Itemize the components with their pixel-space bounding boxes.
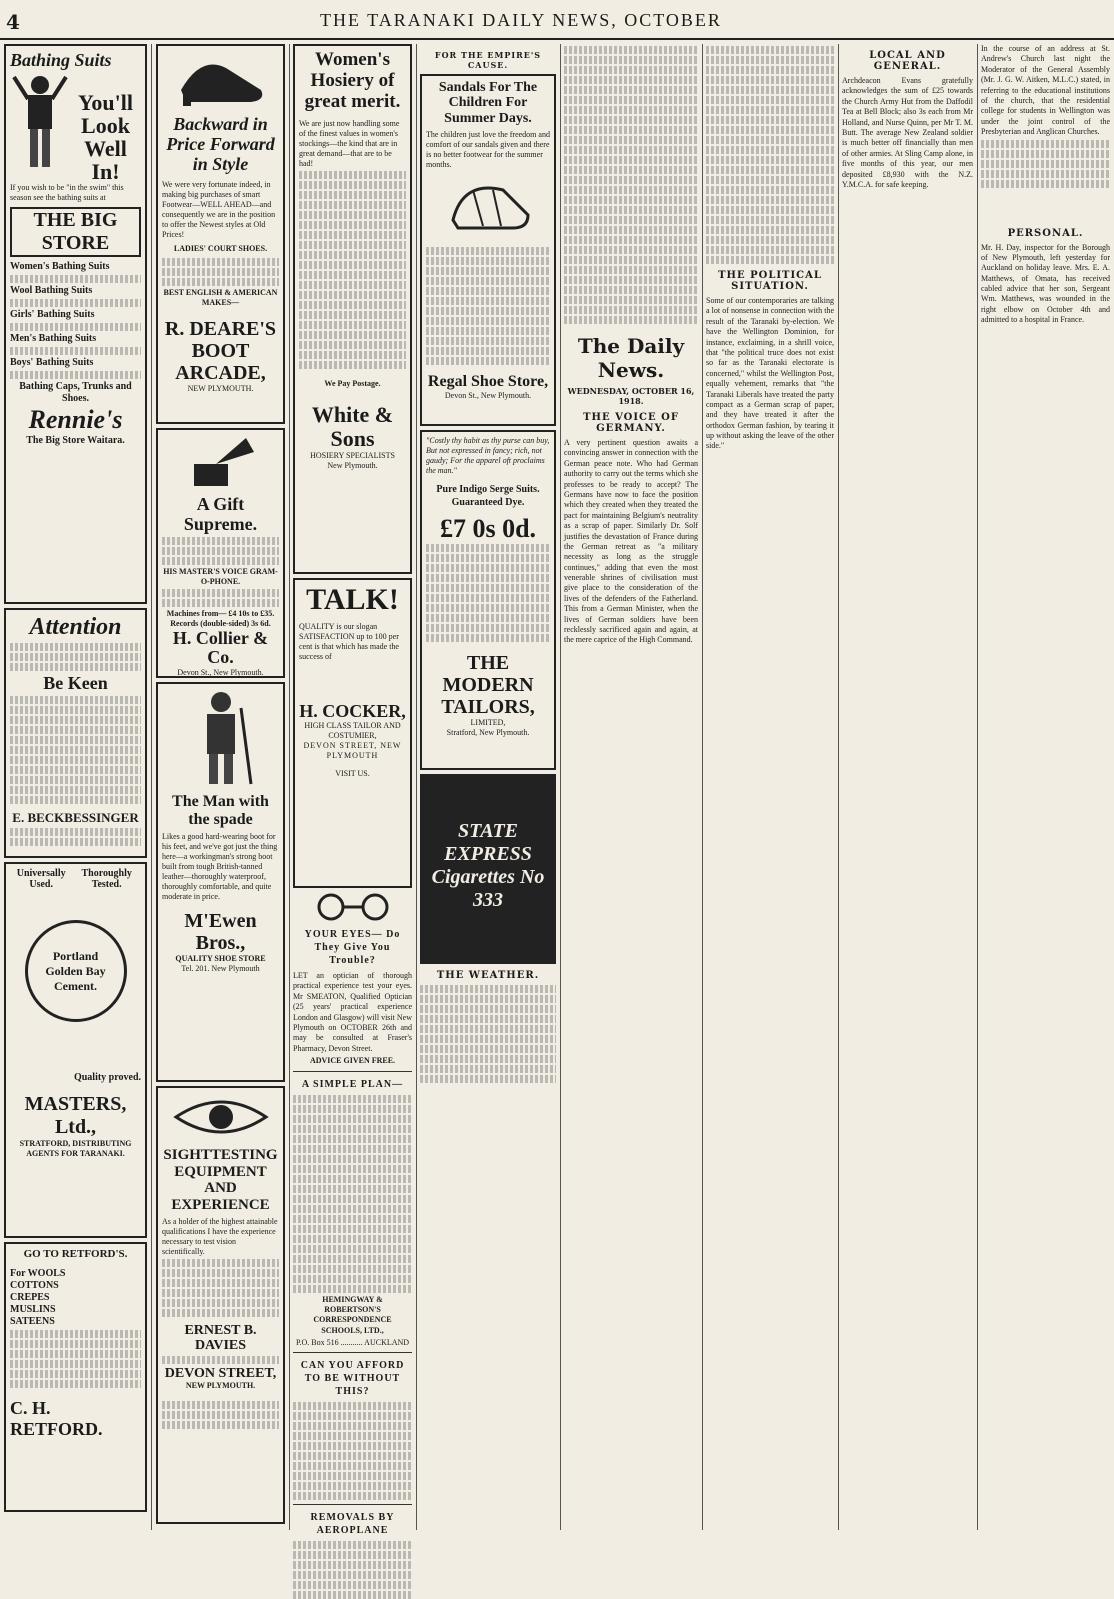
- retford-item: SATEENS: [10, 1316, 55, 1327]
- shoe-icon: [171, 50, 271, 110]
- state-express-ad: [420, 774, 556, 964]
- masters-voice: HIS MASTER'S VOICE GRAM-O-PHONE.: [163, 566, 278, 586]
- optician-notice: [293, 892, 412, 1599]
- newspaper-title: THE TARANAKI DAILY NEWS, OCTOBER: [320, 10, 722, 30]
- white-sub: HOSIERY SPECIALISTS: [310, 451, 395, 461]
- shoe-heading: Backward in Price Forward in Style: [166, 114, 275, 174]
- bather-figure-icon: [10, 71, 70, 171]
- mewen-name: M'Ewen Bros.,: [184, 910, 257, 955]
- costly-quote: "Costly thy habit as thy purse can buy, But not expressed in fancy; rich, not gaudy; For the apparel oft proclaims the man.": [426, 436, 550, 475]
- cocker-sub: HIGH CLASS TAILOR AND COSTUMIER,: [304, 721, 401, 741]
- deare-sub: NEW PLYMOUTH.: [187, 384, 254, 394]
- rennies-logo: Rennie's: [28, 405, 123, 435]
- local-body: Archdeacon Evans gratefully acknowledges the sum of £25 towards the Church Army Hut from the Daffodil Tea at Bell Block; also 3s each from Mr Holland, and Nurse Quinn, per Mr T. M. Butt. The average New Zealand soldier is much better off financially than men of other armies. At Sling Camp alone, in five months of this year, our men deposited £8,930 with the N.Z. Y.M.C.A. for safe keeping.: [842, 76, 973, 189]
- visit-text: VISIT US.: [335, 769, 370, 779]
- sandals-heading: Sandals For The Children For Summer Days.: [438, 80, 538, 126]
- collier-sub: Devon St., New Plymouth.: [177, 668, 264, 678]
- cocker-name: H. COCKER,: [299, 700, 406, 721]
- big-store-ad: [4, 44, 147, 604]
- bathing-list: [10, 261, 141, 405]
- white-sons-ad: [293, 44, 412, 574]
- council-body: In the course of an address at St. Andrew's Church last night the Moderator of the General Assembly (Mr. J. G. W. Aitken, M.L.C.) stated, in referring to the educational institutions of the church, that the residential college for students in Wellington was under the joint control of the Presbyterian and Anglican Churches.: [981, 44, 1110, 137]
- eye-icon: [171, 1092, 271, 1142]
- empire-heading: FOR THE EMPIRE'S CAUSE.: [434, 50, 542, 70]
- column-5: [564, 44, 698, 1530]
- talk-heading: TALK!: [306, 583, 399, 616]
- spectacles-icon: [303, 892, 403, 922]
- column-rule: [977, 44, 978, 1530]
- daily-news-nameplate: The Daily News.: [577, 334, 685, 382]
- eyes-body: LET an optician of thorough practical experience test your eyes. Mr SMEATON, Qualified Optician (25 years' practical experience London and Glasgow) will visit New Plymouth on OCTOBER 26th and may be consulted at Fraser's Pharmacy, Devon Street.: [293, 971, 412, 1053]
- state-express-name: STATE EXPRESS Cigarettes No 333: [431, 820, 545, 911]
- rennies-sub: The Big Store Waitara.: [26, 435, 125, 447]
- column-rule: [151, 44, 152, 1530]
- retford-item: COTTONS: [10, 1280, 59, 1291]
- seal-line: Portland: [52, 948, 99, 963]
- retford-footer: C. H. RETFORD.: [10, 1398, 103, 1439]
- retford-ad: [4, 1242, 147, 1512]
- spade-heading: The Man with the spade: [172, 793, 269, 828]
- modern-name: THE MODERN TAILORS,: [441, 652, 535, 719]
- masters-name: MASTERS, Ltd.,: [24, 1093, 127, 1138]
- gift-heading: A Gift Supreme.: [183, 494, 258, 534]
- new-plymouth: NEW PLYMOUTH.: [185, 1381, 256, 1391]
- weather-heading: THE WEATHER.: [436, 970, 540, 981]
- personal-body: Mr. H. Day, inspector for the Borough of New Plymouth, left yesterday for Auckland on holiday leave. Mrs. E. A. Matthews, of Omata, has received cabled advice that her son, Sergeant Wm. Matthews, was wounded in the right elbow on October 4th and admitted to a hospital in France.: [981, 242, 1110, 325]
- cocker-ad: [293, 578, 412, 888]
- mewen-sub: QUALITY SHOE STORE: [175, 954, 266, 964]
- local-heading: LOCAL AND GENERAL.: [869, 50, 946, 72]
- seal-line: Cement.: [54, 978, 97, 993]
- retford-heading: GO TO RETFORD'S.: [23, 1248, 128, 1260]
- collier-name: H. Collier & Co.: [172, 627, 269, 668]
- attention-ad: [4, 608, 147, 858]
- mewen-tel: Tel. 201. New Plymouth: [181, 964, 260, 974]
- masters-sub: STRATFORD, DISTRIBUTING AGENTS FOR TARANAKI.: [19, 1139, 132, 1158]
- talk-body: QUALITY is our slogan SATISFACTION up to 100 per cent is that which has made the success of: [299, 621, 399, 661]
- seal-line: Golden Bay: [45, 963, 106, 978]
- eyes-heading: YOUR EYES— Do They Give You Trouble?: [304, 929, 401, 966]
- mewen-ad: [156, 682, 285, 1082]
- column-4: [420, 44, 556, 1530]
- devon-street: DEVON STREET,: [164, 1365, 277, 1381]
- quality-text: Quality proved.: [73, 1072, 141, 1083]
- records-price: Records (double-sided) 3s 6d.: [170, 618, 271, 628]
- spade-body: Likes a good hard-wearing boot for his feet, and we've got just the thing here—a workingman's strong boot built from tough British-tanned leather—thoroughly waterproof, thoroughly comfortable, and quite moderate in price.: [162, 832, 278, 902]
- page-number: 4: [6, 10, 20, 34]
- worker-figure-icon: [181, 688, 261, 788]
- column-7: [842, 44, 973, 1530]
- universally-text: Universally Used.: [16, 868, 66, 890]
- bathing-headline: You'll Look Well In!: [77, 90, 134, 185]
- column-rule: [416, 44, 417, 1530]
- political-heading: THE POLITICAL SITUATION.: [718, 270, 822, 292]
- column-rule: [289, 44, 290, 1530]
- column-rule: [838, 44, 839, 1530]
- regal-name: Regal Shoe Store,: [427, 373, 549, 391]
- deare-name: R. DEARE'S BOOT ARCADE,: [164, 318, 277, 385]
- voice-body: A very pertinent question awaits a convincing answer in connection with the German peace note. Who had German authority to carry out the terms which she professes to be ready to accept? The Germans have now to face the position which they created when they treated the pact for maintaining Belgium's neutrality as a scrap of paper. Similarly Dr. Solf justifies the devastation of France during the German retreat as "a military necessity as long as the struggle continues," adding that even the most venerable shrines of civilisation must give place to the consideration of the lives of the defenders of the Fatherland. This from a German Minister, when the lives of German soldiers have been recklessly sacrificed again and again, at the mere caprice of the High Command.: [564, 438, 698, 645]
- davies-ad: [156, 1086, 285, 1524]
- hosiery-body: We are just now handling some of the finest values in women's stockings—the kind that are in great demand—that are to be had!: [299, 118, 400, 168]
- sandals-body: The children just love the freedom and comfort of our sandals given and there is no better footwear for the summer months.: [426, 130, 550, 170]
- list-item: Boys' Bathing Suits: [10, 357, 94, 369]
- suit-price: £7 0s 0d.: [439, 514, 537, 543]
- white-sons-name: White & Sons: [311, 401, 394, 451]
- column-1: [4, 44, 147, 1530]
- modern-loc: Stratford, New Plymouth.: [446, 728, 530, 738]
- gramophone-icon: [186, 434, 256, 490]
- personal-heading: PERSONAL.: [1007, 227, 1084, 239]
- best-english: BEST ENGLISH & AMERICAN MAKES—: [163, 288, 278, 308]
- voice-heading: THE VOICE OF GERMANY.: [583, 412, 679, 434]
- plan-heading: A SIMPLE PLAN—: [301, 1078, 404, 1090]
- column-2: [156, 44, 285, 1530]
- column-3: [293, 44, 412, 1537]
- column-rule: [560, 44, 561, 1530]
- white-loc: New Plymouth.: [327, 461, 378, 471]
- regal-sub: Devon St., New Plymouth.: [444, 390, 532, 400]
- modern-tailors-ad: [420, 430, 556, 770]
- retford-item: CREPES: [10, 1292, 50, 1303]
- pure-serge: Pure Indigo Serge Suits. Guaranteed Dye.: [436, 484, 540, 508]
- hemingway-po: P.O. Box 516 ........... AUCKLAND: [295, 1338, 410, 1348]
- sandal-icon: [443, 170, 533, 240]
- postage-text: We Pay Postage.: [324, 378, 381, 388]
- thoroughly-text: Thoroughly Tested.: [81, 868, 132, 890]
- list-item: Girls' Bathing Suits: [10, 309, 95, 321]
- attention-heading: Attention: [29, 614, 122, 640]
- list-item: Men's Bathing Suits: [10, 333, 97, 345]
- hemingway-name: HEMINGWAY & ROBERTSON'S CORRESPONDENCE SCHOOLS, LTD.,: [313, 1294, 392, 1335]
- political-body: Some of our contemporaries are talking a lot of nonsense in connection with the result of the Taranaki by-election. We have the Wellington Dominion, for instance, exclaiming, in a shrill voice, that "the political truce does not exist so far as the Taranaki electorate is concerned," whilst the Wellington Post, equally vehement, remarks that "the Taranaki Liberals have treated the party compact as a German scrap of paper, and they have treated it after the orthodox German fashion, by tearing it up without asking the leave of the other side.": [706, 296, 834, 451]
- shoe-body: We were very fortunate indeed, in making big purchases of smart Footwear—WELL AHEAD—and consequently we are in the position to offer the Newest styles at Old Prices!: [162, 180, 276, 240]
- sight-heading: SIGHTTESTING EQUIPMENT AND EXPERIENCE: [163, 1147, 278, 1213]
- removals-heading: REMOVALS BY AEROPLANE: [310, 1512, 395, 1537]
- list-item: Women's Bathing Suits: [10, 261, 110, 273]
- issue-date: WEDNESDAY, OCTOBER 16, 1918.: [567, 386, 695, 406]
- gramophone-ad: [156, 428, 285, 678]
- shoe-list: LADIES' COURT SHOES.: [173, 244, 268, 254]
- beckbessinger: E. BECKBESSINGER: [12, 810, 139, 825]
- advice-text: ADVICE GIVEN FREE.: [309, 1056, 396, 1066]
- davies-name: ERNEST B. DAVIES: [184, 1323, 257, 1354]
- column-6: [706, 44, 834, 1530]
- machines-price: Machines from— £4 10s to £35.: [166, 608, 275, 618]
- column-8: [981, 44, 1110, 1530]
- cement-ad: [4, 862, 147, 1238]
- bathing-intro: If you wish to be "in the swim" this season see the bathing suits at: [10, 183, 124, 203]
- retford-item: MUSLINS: [10, 1304, 56, 1315]
- big-store-logo: THE BIG STORE: [10, 207, 141, 257]
- cocker-addr: DEVON STREET, NEW PLYMOUTH: [303, 741, 402, 761]
- list-item: Bathing Caps, Trunks and Shoes.: [19, 381, 132, 405]
- deare-ad: [156, 44, 285, 424]
- list-item: Wool Bathing Suits: [10, 285, 93, 297]
- hosiery-heading: Women's Hosiery of great merit.: [304, 49, 401, 112]
- modern-ltd: LIMITED,: [470, 718, 506, 728]
- retford-item: For WOOLS: [10, 1268, 66, 1279]
- masthead: [0, 0, 1114, 40]
- bathing-title: Bathing Suits: [10, 50, 112, 70]
- column-rule: [702, 44, 703, 1530]
- sight-body: As a holder of the highest attainable qualifications I have the experience necessary to test vision scientifically.: [162, 1217, 278, 1256]
- afford-heading: CAN YOU AFFORD TO BE WITHOUT THIS?: [300, 1360, 405, 1398]
- regal-ad: [420, 74, 556, 426]
- portland-seal: [25, 920, 127, 1022]
- bekeen-heading: Be Keen: [43, 673, 108, 693]
